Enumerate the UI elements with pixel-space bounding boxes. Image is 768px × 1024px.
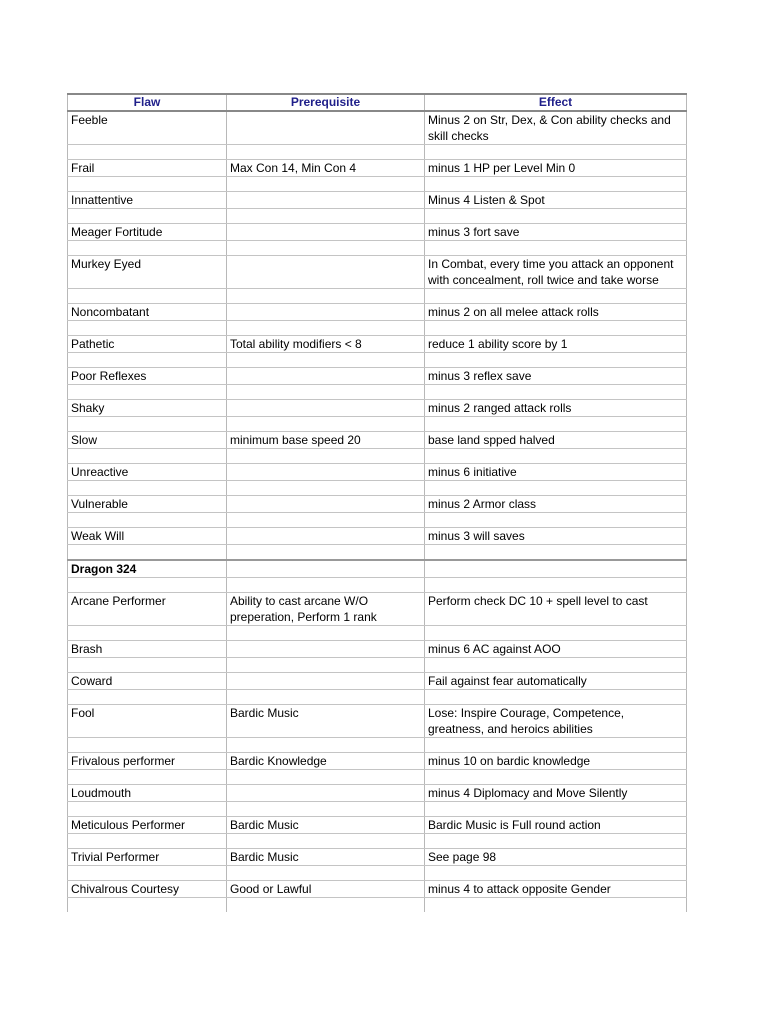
- effect-cell[interactable]: minus 2 ranged attack rolls: [425, 400, 687, 417]
- table-row: [68, 528, 687, 545]
- empty-cell[interactable]: [425, 241, 687, 256]
- effect-cell[interactable]: Fail against fear automatically: [425, 673, 687, 690]
- flaw-cell[interactable]: Murkey Eyed: [68, 256, 227, 289]
- empty-cell[interactable]: [68, 481, 227, 496]
- prerequisite-cell[interactable]: Max Con 14, Min Con 4: [227, 160, 425, 177]
- empty-cell[interactable]: [425, 289, 687, 304]
- empty-cell[interactable]: [68, 241, 227, 256]
- empty-cell[interactable]: [68, 513, 227, 528]
- flaw-cell[interactable]: Slow: [68, 432, 227, 449]
- empty-cell[interactable]: [425, 690, 687, 705]
- flaw-cell[interactable]: Unreactive: [68, 464, 227, 481]
- empty-cell[interactable]: [425, 545, 687, 561]
- flaw-cell[interactable]: Shaky: [68, 400, 227, 417]
- spacer-row: [68, 289, 687, 304]
- empty-cell[interactable]: [425, 770, 687, 785]
- empty-cell[interactable]: [425, 145, 687, 160]
- empty-cell[interactable]: [425, 898, 687, 913]
- spacer-row: [68, 545, 687, 561]
- empty-cell[interactable]: [227, 545, 425, 561]
- empty-cell[interactable]: [68, 578, 227, 593]
- empty-cell[interactable]: [68, 834, 227, 849]
- effect-cell[interactable]: Minus 2 on Str, Dex, & Con ability checks and skill checks: [425, 111, 687, 145]
- flaw-cell[interactable]: Noncombatant: [68, 304, 227, 321]
- prerequisite-cell[interactable]: Ability to cast arcane W/O preperation, Perform 1 rank: [227, 593, 425, 626]
- empty-cell[interactable]: [425, 738, 687, 753]
- spacer-row: [68, 417, 687, 432]
- table-row: [68, 464, 687, 481]
- spacer-row: [68, 898, 687, 913]
- spacer-row: [68, 738, 687, 753]
- section-row: [68, 560, 687, 578]
- effect-cell[interactable]: minus 2 on all melee attack rolls: [425, 304, 687, 321]
- prerequisite-cell[interactable]: [227, 224, 425, 241]
- empty-cell[interactable]: [68, 289, 227, 304]
- empty-cell[interactable]: [227, 690, 425, 705]
- empty-cell[interactable]: [68, 658, 227, 673]
- empty-cell[interactable]: [68, 898, 227, 913]
- header-flaw[interactable]: Flaw: [68, 94, 227, 111]
- empty-cell[interactable]: [425, 626, 687, 641]
- effect-cell[interactable]: Bardic Music is Full round action: [425, 817, 687, 834]
- table-row: [68, 111, 687, 145]
- spacer-row: [68, 145, 687, 160]
- empty-cell[interactable]: [425, 353, 687, 368]
- effect-cell[interactable]: minus 3 fort save: [425, 224, 687, 241]
- prerequisite-cell[interactable]: Total ability modifiers < 8: [227, 336, 425, 353]
- prerequisite-cell[interactable]: [227, 673, 425, 690]
- empty-cell[interactable]: [425, 209, 687, 224]
- effect-cell[interactable]: base land spped halved: [425, 432, 687, 449]
- table-row: [68, 256, 687, 289]
- spacer-row: [68, 481, 687, 496]
- flaw-cell[interactable]: Pathetic: [68, 336, 227, 353]
- empty-cell[interactable]: [68, 738, 227, 753]
- empty-cell[interactable]: [227, 145, 425, 160]
- prerequisite-cell[interactable]: Good or Lawful: [227, 881, 425, 898]
- spacer-row: [68, 834, 687, 849]
- prerequisite-cell[interactable]: [227, 368, 425, 385]
- empty-cell[interactable]: [227, 417, 425, 432]
- prerequisite-cell[interactable]: [227, 192, 425, 209]
- empty-cell[interactable]: [425, 481, 687, 496]
- empty-cell[interactable]: [68, 385, 227, 400]
- table-row: [68, 881, 687, 898]
- prerequisite-cell[interactable]: Bardic Knowledge: [227, 753, 425, 770]
- prerequisite-cell[interactable]: Bardic Music: [227, 817, 425, 834]
- spacer-row: [68, 578, 687, 593]
- effect-cell[interactable]: minus 4 to attack opposite Gender: [425, 881, 687, 898]
- spacer-row: [68, 321, 687, 336]
- prerequisite-cell[interactable]: [227, 256, 425, 289]
- table-row: [68, 368, 687, 385]
- table-row: [68, 160, 687, 177]
- table-row: [68, 705, 687, 738]
- empty-cell[interactable]: [227, 513, 425, 528]
- empty-cell[interactable]: [227, 449, 425, 464]
- table-row: [68, 641, 687, 658]
- flaw-cell[interactable]: Frivalous performer: [68, 753, 227, 770]
- empty-cell[interactable]: [227, 658, 425, 673]
- spacer-row: [68, 770, 687, 785]
- empty-cell[interactable]: [68, 353, 227, 368]
- prerequisite-cell[interactable]: [227, 304, 425, 321]
- table-row: [68, 304, 687, 321]
- header-effect[interactable]: Effect: [425, 94, 687, 111]
- effect-cell[interactable]: minus 1 HP per Level Min 0: [425, 160, 687, 177]
- empty-cell[interactable]: [68, 177, 227, 192]
- prerequisite-cell[interactable]: [227, 785, 425, 802]
- flaws-table: [67, 93, 687, 912]
- empty-cell[interactable]: [425, 866, 687, 881]
- empty-cell[interactable]: [68, 626, 227, 641]
- empty-cell[interactable]: [425, 385, 687, 400]
- flaw-cell[interactable]: Innattentive: [68, 192, 227, 209]
- spacer-row: [68, 866, 687, 881]
- empty-cell[interactable]: [68, 209, 227, 224]
- empty-cell[interactable]: [425, 513, 687, 528]
- spacer-row: [68, 802, 687, 817]
- spacer-row: [68, 449, 687, 464]
- prerequisite-cell[interactable]: [227, 560, 425, 578]
- effect-cell[interactable]: minus 3 will saves: [425, 528, 687, 545]
- empty-cell[interactable]: [425, 834, 687, 849]
- flaw-cell[interactable]: Meticulous Performer: [68, 817, 227, 834]
- empty-cell[interactable]: [68, 866, 227, 881]
- empty-cell[interactable]: [425, 177, 687, 192]
- prerequisite-cell[interactable]: [227, 464, 425, 481]
- empty-cell[interactable]: [227, 898, 425, 913]
- effect-cell[interactable]: See page 98: [425, 849, 687, 866]
- empty-cell[interactable]: [68, 802, 227, 817]
- spacer-row: [68, 241, 687, 256]
- empty-cell[interactable]: [227, 289, 425, 304]
- empty-cell[interactable]: [425, 321, 687, 336]
- effect-cell[interactable]: minus 6 initiative: [425, 464, 687, 481]
- empty-cell[interactable]: [227, 241, 425, 256]
- prerequisite-cell[interactable]: [227, 111, 425, 145]
- empty-cell[interactable]: [425, 802, 687, 817]
- empty-cell[interactable]: [227, 738, 425, 753]
- empty-cell[interactable]: [68, 449, 227, 464]
- flaw-cell[interactable]: Fool: [68, 705, 227, 738]
- table-row: [68, 224, 687, 241]
- empty-cell[interactable]: [227, 834, 425, 849]
- prerequisite-cell[interactable]: minimum base speed 20: [227, 432, 425, 449]
- empty-cell[interactable]: [425, 658, 687, 673]
- flaw-cell[interactable]: Frail: [68, 160, 227, 177]
- flaw-cell[interactable]: Feeble: [68, 111, 227, 145]
- header-prerequisite[interactable]: Prerequisite: [227, 94, 425, 111]
- spacer-row: [68, 353, 687, 368]
- table-row: [68, 785, 687, 802]
- flaw-cell[interactable]: Meager Fortitude: [68, 224, 227, 241]
- table-row: [68, 336, 687, 353]
- table-row: [68, 192, 687, 209]
- table-row: [68, 432, 687, 449]
- prerequisite-cell[interactable]: [227, 641, 425, 658]
- effect-cell[interactable]: minus 4 Diplomacy and Move Silently: [425, 785, 687, 802]
- effect-cell[interactable]: Lose: Inspire Courage, Competence, greatness, and heroics abilities: [425, 705, 687, 738]
- spacer-row: [68, 658, 687, 673]
- empty-cell[interactable]: [68, 145, 227, 160]
- effect-cell[interactable]: In Combat, every time you attack an opponent with concealment, roll twice and take worse: [425, 256, 687, 289]
- spacer-row: [68, 690, 687, 705]
- empty-cell[interactable]: [425, 449, 687, 464]
- empty-cell[interactable]: [425, 417, 687, 432]
- prerequisite-cell[interactable]: [227, 400, 425, 417]
- table-row: [68, 593, 687, 626]
- empty-cell[interactable]: [68, 770, 227, 785]
- flaw-cell[interactable]: Weak Will: [68, 528, 227, 545]
- flaw-cell[interactable]: Arcane Performer: [68, 593, 227, 626]
- flaw-cell[interactable]: Dragon 324: [68, 560, 227, 578]
- effect-cell[interactable]: minus 2 Armor class: [425, 496, 687, 513]
- spacer-row: [68, 209, 687, 224]
- effect-cell[interactable]: Minus 4 Listen & Spot: [425, 192, 687, 209]
- empty-cell[interactable]: [227, 385, 425, 400]
- empty-cell[interactable]: [68, 417, 227, 432]
- flaw-cell[interactable]: Trivial Performer: [68, 849, 227, 866]
- flaw-cell[interactable]: Chivalrous Courtesy: [68, 881, 227, 898]
- effect-cell[interactable]: Perform check DC 10 + spell level to cast: [425, 593, 687, 626]
- spacer-row: [68, 626, 687, 641]
- empty-cell[interactable]: [227, 209, 425, 224]
- prerequisite-cell[interactable]: Bardic Music: [227, 705, 425, 738]
- empty-cell[interactable]: [68, 690, 227, 705]
- table-row: [68, 400, 687, 417]
- effect-cell[interactable]: minus 10 on bardic knowledge: [425, 753, 687, 770]
- empty-cell[interactable]: [68, 321, 227, 336]
- prerequisite-cell[interactable]: [227, 496, 425, 513]
- prerequisite-cell[interactable]: Bardic Music: [227, 849, 425, 866]
- table-row: [68, 817, 687, 834]
- effect-cell[interactable]: reduce 1 ability score by 1: [425, 336, 687, 353]
- empty-cell[interactable]: [227, 481, 425, 496]
- empty-cell[interactable]: [227, 626, 425, 641]
- flaw-cell[interactable]: Loudmouth: [68, 785, 227, 802]
- effect-cell[interactable]: minus 6 AC against AOO: [425, 641, 687, 658]
- flaw-cell[interactable]: Poor Reflexes: [68, 368, 227, 385]
- empty-cell[interactable]: [227, 578, 425, 593]
- table-row: [68, 849, 687, 866]
- header-row: [68, 94, 687, 111]
- empty-cell[interactable]: [227, 770, 425, 785]
- spacer-row: [68, 385, 687, 400]
- effect-cell[interactable]: minus 3 reflex save: [425, 368, 687, 385]
- flaw-cell[interactable]: Brash: [68, 641, 227, 658]
- table-row: [68, 496, 687, 513]
- empty-cell[interactable]: [68, 545, 227, 561]
- spacer-row: [68, 513, 687, 528]
- flaw-cell[interactable]: Vulnerable: [68, 496, 227, 513]
- empty-cell[interactable]: [227, 802, 425, 817]
- prerequisite-cell[interactable]: [227, 528, 425, 545]
- empty-cell[interactable]: [227, 866, 425, 881]
- table-row: [68, 673, 687, 690]
- empty-cell[interactable]: [227, 177, 425, 192]
- effect-cell[interactable]: [425, 560, 687, 578]
- table-row: [68, 753, 687, 770]
- empty-cell[interactable]: [227, 353, 425, 368]
- empty-cell[interactable]: [227, 321, 425, 336]
- empty-cell[interactable]: [425, 578, 687, 593]
- flaw-cell[interactable]: Coward: [68, 673, 227, 690]
- spacer-row: [68, 177, 687, 192]
